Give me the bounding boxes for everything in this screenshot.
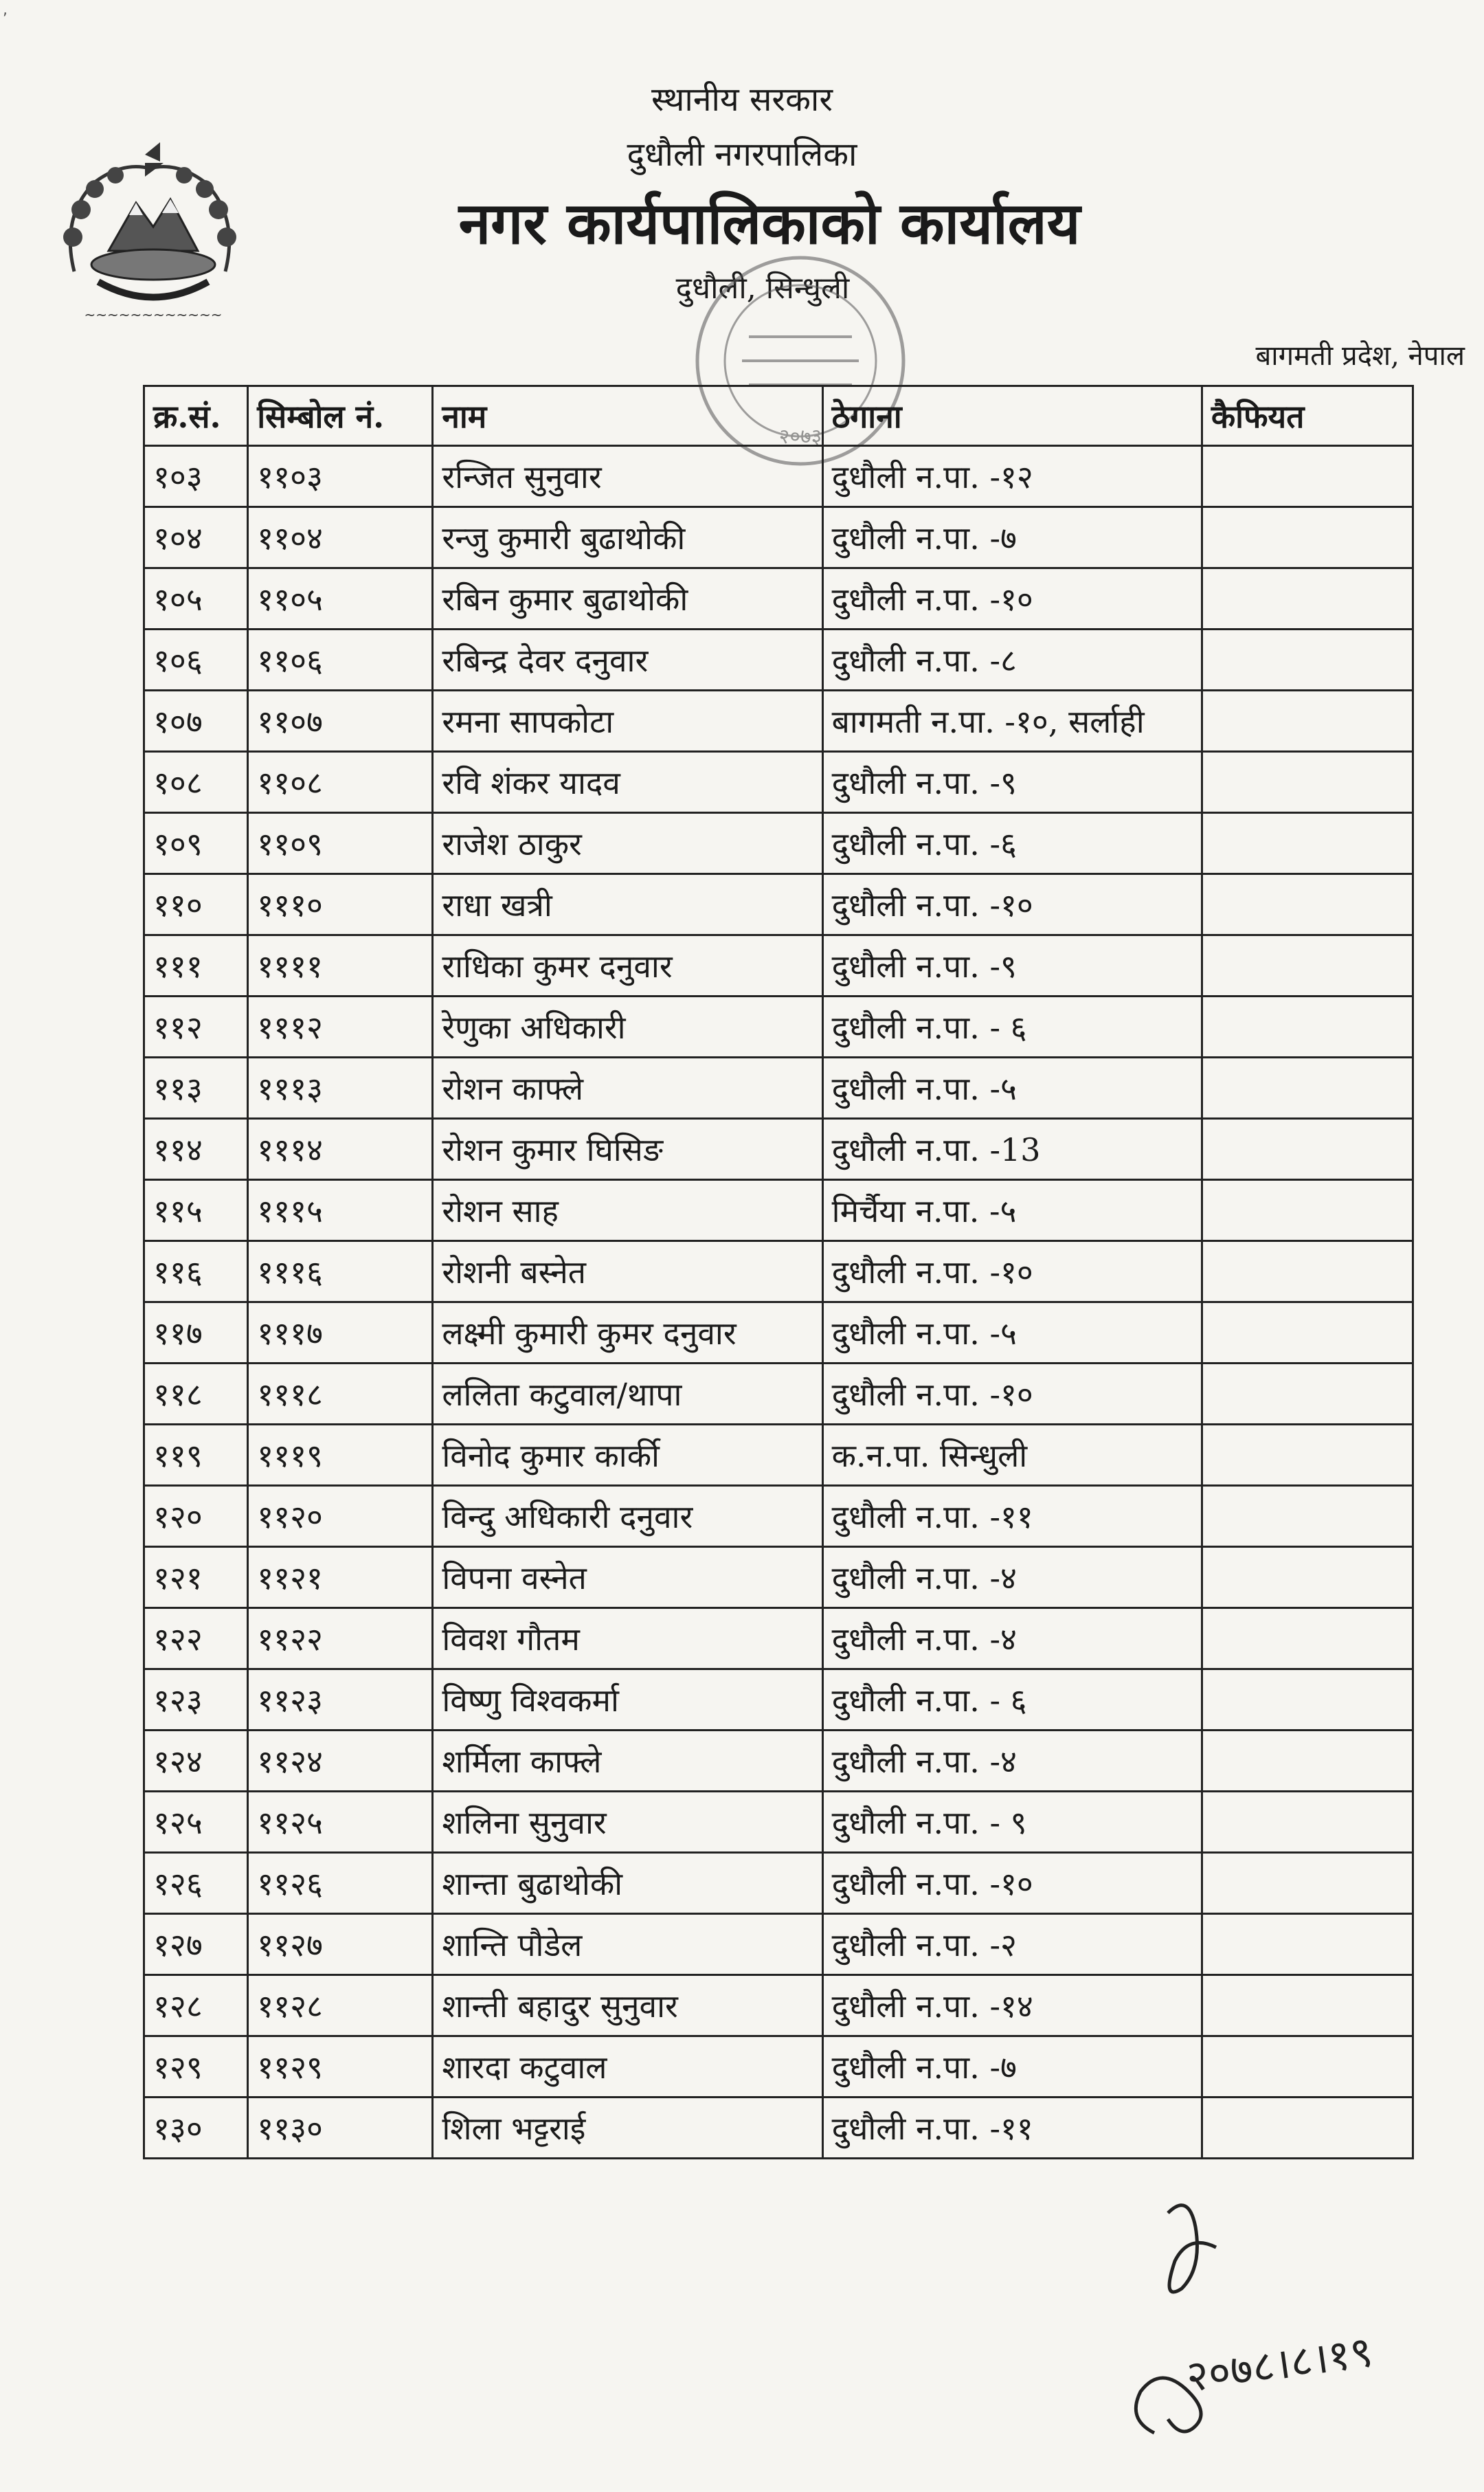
cell-serial: १२४ [144, 1731, 248, 1792]
table-row [144, 1975, 1413, 2036]
cell-name: शान्ति पौडेल [433, 1914, 822, 1975]
cell-remarks [1202, 935, 1413, 997]
cell-address: दुधौली न.पा. -१० [822, 1241, 1202, 1302]
table-row [144, 1731, 1413, 1792]
cell-address: दुधौली न.पा. -४ [822, 1731, 1202, 1792]
table-row [144, 1119, 1413, 1180]
column-header-name: नाम [433, 386, 822, 446]
cell-remarks [1202, 1731, 1413, 1792]
cell-name: शान्ता बुढाथोकी [433, 1853, 822, 1914]
cell-serial: १२२ [144, 1608, 248, 1669]
cell-serial: १२१ [144, 1547, 248, 1608]
cell-symbol-no: ११११ [248, 935, 433, 997]
cell-remarks [1202, 568, 1413, 630]
cell-address: दुधौली न.पा. -१० [822, 1364, 1202, 1425]
cell-address: बागमती न.पा. -१०, सर्लाही [822, 691, 1202, 752]
cell-serial: १२९ [144, 2036, 248, 2098]
cell-address: दुधौली न.पा. - ९ [822, 1792, 1202, 1853]
header-province: बागमती प्रदेश, नेपाल [1255, 340, 1465, 372]
candidate-table [143, 385, 1414, 2159]
cell-name: शारदा कटुवाल [433, 2036, 822, 2098]
cell-symbol-no: ११२० [248, 1486, 433, 1547]
cell-name: रवि शंकर यादव [433, 752, 822, 813]
table-row [144, 997, 1413, 1058]
cell-address: दुधौली न.पा. -९ [822, 752, 1202, 813]
cell-address: दुधौली न.पा. -४ [822, 1608, 1202, 1669]
cell-serial: १०९ [144, 813, 248, 874]
cell-address: दुधौली न.पा. -१० [822, 874, 1202, 935]
cell-address: दुधौली न.पा. -७ [822, 507, 1202, 568]
cell-name: शलिना सुनुवार [433, 1792, 822, 1853]
table-row [144, 2036, 1413, 2098]
cell-remarks [1202, 1364, 1413, 1425]
cell-symbol-no: ११०८ [248, 752, 433, 813]
cell-remarks [1202, 630, 1413, 691]
cell-name: विपना वस्नेत [433, 1547, 822, 1608]
cell-remarks [1202, 507, 1413, 568]
cell-symbol-no: ११२६ [248, 1853, 433, 1914]
cell-name: विनोद कुमार कार्की [433, 1425, 822, 1486]
signature-date: २०७८।८।१९ [1182, 2326, 1376, 2402]
cell-address: दुधौली न.पा. -४ [822, 1547, 1202, 1608]
cell-serial: १२० [144, 1486, 248, 1547]
cell-serial: ११९ [144, 1425, 248, 1486]
table-row [144, 691, 1413, 752]
cell-serial: ११७ [144, 1302, 248, 1364]
cell-address: दुधौली न.पा. -१४ [822, 1975, 1202, 2036]
table-row [144, 1792, 1413, 1853]
cell-serial: १२५ [144, 1792, 248, 1853]
table-row [144, 1241, 1413, 1302]
cell-remarks [1202, 1058, 1413, 1119]
cell-serial: ११६ [144, 1241, 248, 1302]
cell-name: रोशन काफ्ले [433, 1058, 822, 1119]
cell-serial: १२८ [144, 1975, 248, 2036]
cell-address: दुधौली न.पा. -१२ [822, 446, 1202, 507]
table-row [144, 1425, 1413, 1486]
cell-symbol-no: ११२१ [248, 1547, 433, 1608]
cell-name: शिला भट्टराई [433, 2098, 822, 2159]
cell-name: ललिता कटुवाल/थापा [433, 1364, 822, 1425]
cell-name: शर्मिला काफ्ले [433, 1731, 822, 1792]
cell-symbol-no: ११०५ [248, 568, 433, 630]
cell-address: क.न.पा. सिन्धुली [822, 1425, 1202, 1486]
cell-symbol-no: ११०४ [248, 507, 433, 568]
cell-address: दुधौली न.पा. - ६ [822, 997, 1202, 1058]
cell-name: विवश गौतम [433, 1608, 822, 1669]
cell-symbol-no: ११२८ [248, 1975, 433, 2036]
cell-address: दुधौली न.पा. -13 [822, 1119, 1202, 1180]
cell-serial: ११० [144, 874, 248, 935]
cell-serial: १०३ [144, 446, 248, 507]
cell-remarks [1202, 1608, 1413, 1669]
column-header-serial: क्र.सं. [144, 386, 248, 446]
cell-symbol-no: ११०३ [248, 446, 433, 507]
table-row [144, 507, 1413, 568]
cell-serial: १२७ [144, 1914, 248, 1975]
column-header-remarks: कैफियत [1202, 386, 1413, 446]
cell-symbol-no: १११२ [248, 997, 433, 1058]
table-row [144, 1058, 1413, 1119]
page-corner-mark: , [3, 1, 8, 19]
cell-name: रबिन्द्र देवर दनुवार [433, 630, 822, 691]
cell-address: दुधौली न.पा. -११ [822, 2098, 1202, 2159]
table-row [144, 1302, 1413, 1364]
table-row [144, 1669, 1413, 1731]
cell-symbol-no: ११२७ [248, 1914, 433, 1975]
cell-remarks [1202, 446, 1413, 507]
cell-symbol-no: ११२५ [248, 1792, 433, 1853]
cell-address: दुधौली न.पा. -८ [822, 630, 1202, 691]
cell-name: रेणुका अधिकारी [433, 997, 822, 1058]
cell-name: रोशनी बस्नेत [433, 1241, 822, 1302]
cell-serial: ११४ [144, 1119, 248, 1180]
cell-symbol-no: १११४ [248, 1119, 433, 1180]
cell-name: रोशन साह [433, 1180, 822, 1241]
table-row [144, 446, 1413, 507]
cell-remarks [1202, 752, 1413, 813]
cell-address: दुधौली न.पा. -११ [822, 1486, 1202, 1547]
cell-remarks [1202, 2036, 1413, 2098]
cell-symbol-no: १११६ [248, 1241, 433, 1302]
header-line-municipality: दुधौली नगरपालिका [627, 135, 857, 174]
cell-symbol-no: ११३० [248, 2098, 433, 2159]
cell-remarks [1202, 997, 1413, 1058]
cell-serial: १०७ [144, 691, 248, 752]
table-row [144, 813, 1413, 874]
column-header-address: ठेगाना [822, 386, 1202, 446]
cell-remarks [1202, 1119, 1413, 1180]
cell-symbol-no: १११८ [248, 1364, 433, 1425]
cell-remarks [1202, 1792, 1413, 1853]
table-row [144, 1486, 1413, 1547]
cell-remarks [1202, 1302, 1413, 1364]
page-title: नगर कार्यपालिकाको कार्यालय [458, 189, 1081, 257]
cell-remarks [1202, 813, 1413, 874]
cell-symbol-no: ११०६ [248, 630, 433, 691]
cell-address: दुधौली न.पा. -७ [822, 2036, 1202, 2098]
cell-symbol-no: १११५ [248, 1180, 433, 1241]
cell-serial: १०४ [144, 507, 248, 568]
cell-remarks [1202, 874, 1413, 935]
cell-name: रन्जु कुमारी बुढाथोकी [433, 507, 822, 568]
cell-symbol-no: ११०९ [248, 813, 433, 874]
cell-serial: १२६ [144, 1853, 248, 1914]
cell-address: दुधौली न.पा. -९ [822, 935, 1202, 997]
table-row [144, 1914, 1413, 1975]
cell-name: राजेश ठाकुर [433, 813, 822, 874]
cell-serial: ११८ [144, 1364, 248, 1425]
cell-serial: १०८ [144, 752, 248, 813]
table-row [144, 935, 1413, 997]
cell-serial: १२३ [144, 1669, 248, 1731]
cell-symbol-no: ११२४ [248, 1731, 433, 1792]
cell-name: लक्ष्मी कुमारी कुमर दनुवार [433, 1302, 822, 1364]
header-line-address: दुधौली, सिन्धुली [675, 271, 850, 306]
cell-remarks [1202, 1486, 1413, 1547]
cell-serial: १३० [144, 2098, 248, 2159]
cell-name: विष्णु विश्वकर्मा [433, 1669, 822, 1731]
cell-name: रन्जित सुनुवार [433, 446, 822, 507]
table-row [144, 1853, 1413, 1914]
cell-serial: ११२ [144, 997, 248, 1058]
cell-remarks [1202, 691, 1413, 752]
column-header-symbol-no: सिम्बोल नं. [248, 386, 433, 446]
cell-address: मिर्चैया न.पा. -५ [822, 1180, 1202, 1241]
table-row [144, 1180, 1413, 1241]
table-row [144, 1608, 1413, 1669]
cell-name: रोशन कुमार घिसिङ [433, 1119, 822, 1180]
signature-icon [1113, 2185, 1402, 2447]
svg-text:~~~~~~~~~~~~: ~~~~~~~~~~~~ [84, 307, 223, 323]
cell-remarks [1202, 1425, 1413, 1486]
cell-serial: १०६ [144, 630, 248, 691]
cell-address: दुधौली न.पा. -१० [822, 568, 1202, 630]
cell-address: दुधौली न.पा. -१० [822, 1853, 1202, 1914]
table-row [144, 1364, 1413, 1425]
table-header-row [144, 386, 1413, 446]
cell-remarks [1202, 1669, 1413, 1731]
table-row [144, 568, 1413, 630]
cell-symbol-no: १११९ [248, 1425, 433, 1486]
cell-address: दुधौली न.पा. - ६ [822, 1669, 1202, 1731]
cell-symbol-no: ११२९ [248, 2036, 433, 2098]
cell-remarks [1202, 1180, 1413, 1241]
cell-remarks [1202, 1975, 1413, 2036]
cell-remarks [1202, 1241, 1413, 1302]
cell-address: दुधौली न.पा. -५ [822, 1302, 1202, 1364]
table-row [144, 1547, 1413, 1608]
cell-remarks [1202, 1547, 1413, 1608]
cell-symbol-no: ११०७ [248, 691, 433, 752]
cell-name: रबिन कुमार बुढाथोकी [433, 568, 822, 630]
cell-symbol-no: ११२२ [248, 1608, 433, 1669]
cell-remarks [1202, 1853, 1413, 1914]
cell-symbol-no: १११७ [248, 1302, 433, 1364]
cell-serial: ११३ [144, 1058, 248, 1119]
header-line-local-government: स्थानीय सरकार [651, 80, 833, 119]
cell-address: दुधौली न.पा. -५ [822, 1058, 1202, 1119]
table-row [144, 874, 1413, 935]
cell-serial: १०५ [144, 568, 248, 630]
cell-symbol-no: ११२३ [248, 1669, 433, 1731]
cell-remarks [1202, 2098, 1413, 2159]
cell-name: विन्दु अधिकारी दनुवार [433, 1486, 822, 1547]
cell-serial: ११५ [144, 1180, 248, 1241]
table-row [144, 630, 1413, 691]
cell-address: दुधौली न.पा. -२ [822, 1914, 1202, 1975]
cell-address: दुधौली न.पा. -६ [822, 813, 1202, 874]
table-row [144, 752, 1413, 813]
cell-name: शान्ती बहादुर सुनुवार [433, 1975, 822, 2036]
cell-symbol-no: १११० [248, 874, 433, 935]
cell-name: रमना सापकोटा [433, 691, 822, 752]
cell-name: राधा खत्री [433, 874, 822, 935]
table-row [144, 2098, 1413, 2159]
cell-remarks [1202, 1914, 1413, 1975]
cell-symbol-no: १११३ [248, 1058, 433, 1119]
stamp-year: २०७३ [778, 425, 822, 449]
cell-serial: १११ [144, 935, 248, 997]
cell-name: राधिका कुमर दनुवार [433, 935, 822, 997]
